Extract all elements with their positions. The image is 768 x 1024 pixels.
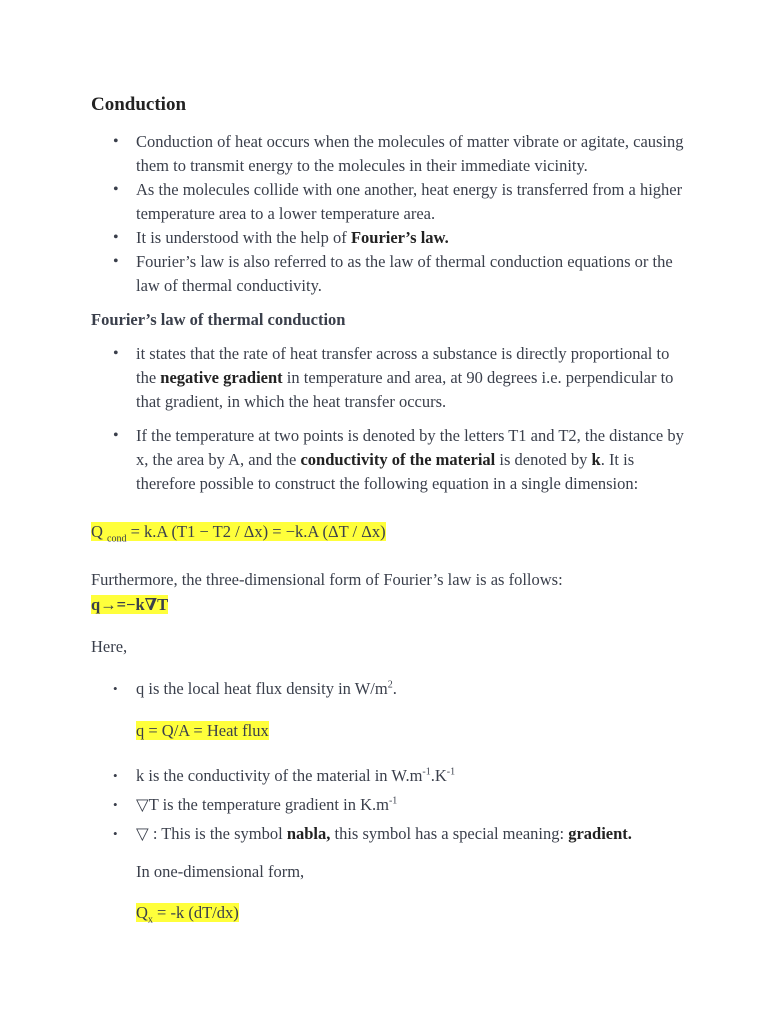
equation-1: Q $_{cond}$ = k.A (T1 − T2 / Δx) = −k.A (ΔT / Δx): [91, 522, 386, 545]
three-d-intro: Furthermore, the three-dimensional form of Fourier’s law is as follows:: [91, 570, 563, 589]
one-dim-intro: In one-dimensional form,: [136, 862, 305, 881]
page-title: Conduction: [91, 94, 187, 115]
list-item: • Conduction of heat occurs when the molecules of matter vibrate or agitate, causing them to transmit energy to the molecules in their immediate vicinity.: [113, 132, 684, 175]
equation-3: $Q_x = -k$ (dT/dx): [136, 903, 239, 926]
list-item: • If the temperature at two points is denoted by the letters T1 and T2, the distance by x, the area by A, and the conductivity of the material is denoted by k. It is therefore possible to construct the following equation in a single dimension:: [113, 426, 684, 493]
heat-flux-equation: q = Q/A = Heat flux: [136, 721, 269, 740]
list-item: • As the molecules collide with one another, heat energy is transferred from a higher temperature area to a lower temperature area.: [113, 180, 683, 223]
intro-list: [91, 130, 691, 298]
bullet-icon: •: [113, 253, 119, 270]
bullet-icon: •: [113, 133, 119, 150]
definition-list-2: [91, 761, 691, 848]
law-list-2: [91, 424, 691, 496]
list-item: • it states that the rate of heat transfer across a substance is directly proportional to the negative gradient in temperature and area, at 90 degrees i.e. perpendicular to that gradient, in which the heat transfer occurs.: [113, 344, 674, 411]
here-label: Here,: [91, 637, 128, 656]
bullet-icon: •: [113, 229, 119, 246]
list-item: • Fourier’s law is also referred to as the law of thermal conduction equations or the law of thermal conductivity.: [113, 252, 673, 295]
equation-2: q→=−k∇T: [91, 595, 169, 614]
list-item: • ▽T is the temperature gradient in $K.m^{-1}$: [91, 790, 691, 819]
list-item: • q is the local heat flux density in $W/m^2$.: [91, 677, 691, 701]
bullet-icon: •: [113, 681, 118, 696]
bullet-icon: •: [113, 427, 119, 444]
definition-list-1: [91, 677, 691, 701]
bullet-icon: •: [113, 768, 118, 783]
law-list-1: [91, 342, 691, 414]
bullet-icon: •: [113, 797, 118, 812]
bullet-icon: •: [113, 181, 119, 198]
bullet-icon: •: [113, 345, 119, 362]
list-item: • k is the conductivity of the material in $W.m^{-1}.K^{-1}$: [91, 761, 691, 790]
list-item: • It is understood with the help of Fourier’s law.: [91, 226, 691, 250]
section-heading: Fourier’s law of thermal conduction: [91, 310, 346, 329]
fouriers-law-bold: Fourier’s law.: [350, 228, 449, 247]
bullet-icon: •: [113, 826, 118, 841]
list-item: • ▽ : This is the symbol nabla, this symbol has a special meaning: gradient.: [91, 819, 691, 848]
